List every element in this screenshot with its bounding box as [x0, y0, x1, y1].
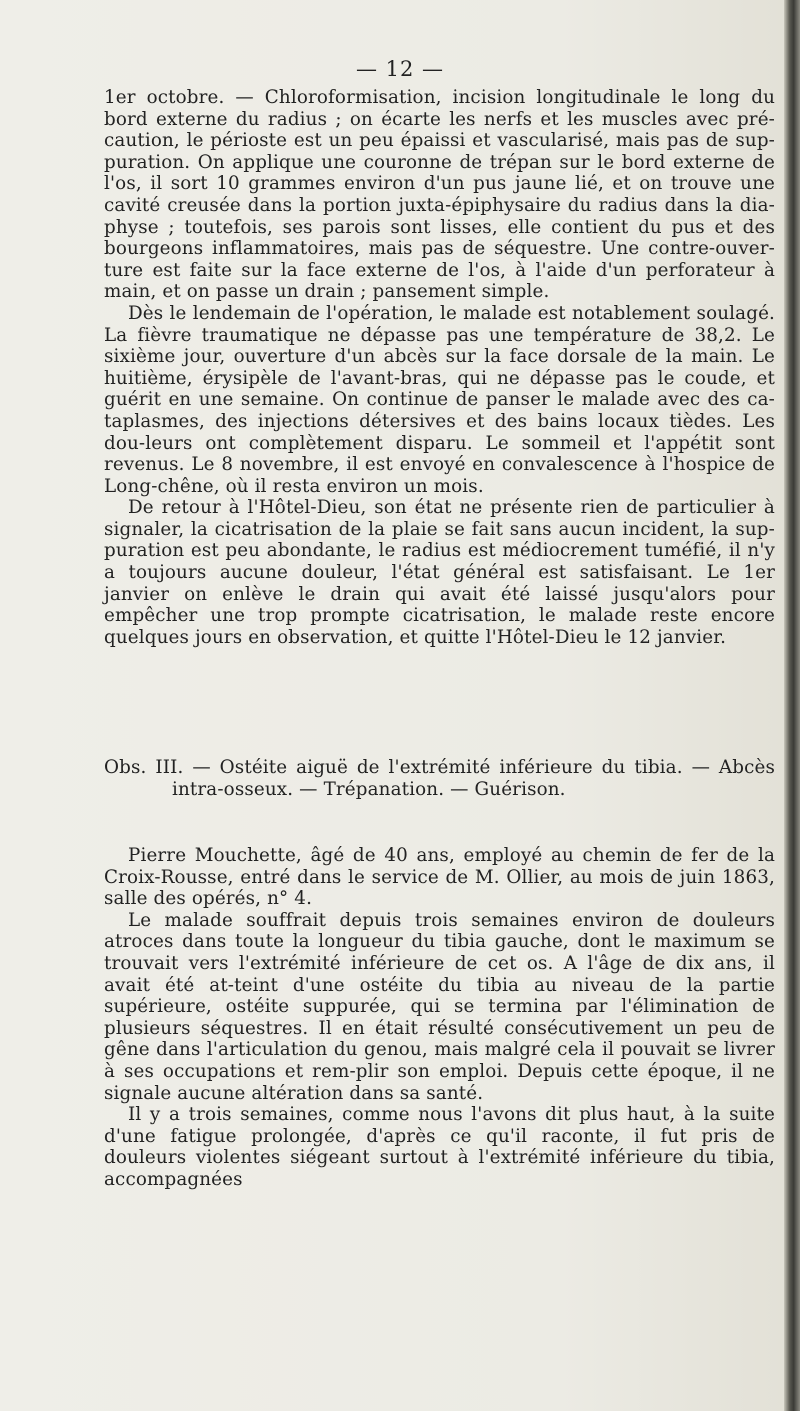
observation-block [104, 757, 775, 800]
paragraph: 1er octobre. — Chloroformisation, incision longitudinale le long du bord externe du radius ; on écarte les nerfs et les muscles avec pré-caution, le périoste est un peu épaissi et vascularisé, mais pas de sup-puration. On applique une couronne de trépan sur le bord externe de l'os, il sort 10 grammes environ d'un pus jaune lié, et on trouve une cavité creusée dans la portion juxta-épiphysaire du radius dans la dia-physe ; toutefois, ses parois sont lisses, elle contient du pus et des bourgeons inflammatoires, mais pas de séquestre. Une contre-ouver-ture est faite sur la face externe de l'os, à l'aide d'un perforateur à main, et on passe un drain ; pansement simple. [104, 87, 775, 303]
page-number: — 12 — [355, 57, 445, 81]
paragraph: Dès le lendemain de l'opération, le malade est notablement soulagé. La fièvre traumatique ne dépasse pas une température de 38,2. Le sixième jour, ouverture d'un abcès sur la face dorsale de la main. Le huitième, érysipèle de l'avant-bras, qui ne dépasse pas le coude, et guérit en une semaine. On continue de panser le malade avec des ca-taplasmes, des injections détersives et des bains locaux tièdes. Les dou-leurs ont complètement disparu. Le sommeil et l'appétit sont revenus. Le 8 novembre, il est envoyé en convalescence à l'hospice de Long-chêne, où il resta environ un mois. [104, 302, 775, 497]
paragraph: De retour à l'Hôtel-Dieu, son état ne présente rien de particulier à signaler, la cicatrisation de la plaie se fait sans aucun incident, la sup-puration est peu abondante, le radius est médiocrement tuméfié, il n'y a toujours aucune douleur, l'état général est satisfaisant. Le 1er janvier on enlève le drain qui avait été laissé jusqu'alors pour empêcher une trop prompte cicatrisation, le malade reste encore quelques jours en observation, et quitte l'Hôtel-Dieu le 12 janvier. [104, 497, 775, 648]
paragraph: Il y a trois semaines, comme nous l'avons dit plus haut, à la suite d'une fatigue prolongée, d'après ce qu'il raconte, il fut pris de douleurs violentes siégeant surtout à l'extrémité inférieure du tibia, accompagnées [104, 1104, 775, 1190]
paragraph: Pierre Mouchette, âgé de 40 ans, employé au chemin de fer de la Croix-Rousse, entré dans le service de M. Ollier, au mois de juin 1863, salle des opérés, n° 4. [104, 845, 775, 910]
body-text-bottom [104, 845, 775, 1191]
binding-edge [784, 0, 800, 1411]
paragraph: Le malade souffrait depuis trois semaines environ de douleurs atroces dans toute la longueur du tibia gauche, dont le maximum se trouvait vers l'extrémité inférieure de cet os. A l'âge de dix ans, il avait été at-teint d'une ostéite du tibia au niveau de la partie supérieure, ostéite suppurée, qui se termina par l'élimination de plusieurs séquestres. Il en était résulté consécutivement un peu de gêne dans l'articulation du genou, mais malgré cela il pouvait se livrer à ses occupations et rem-plir son emploi. Depuis cette époque, il ne signale aucune altération dans sa santé. [104, 909, 775, 1104]
body-text-top [104, 87, 775, 648]
observation-heading: Obs. III. — Ostéite aiguë de l'extrémité inférieure du tibia. — Abcès intra-osseux. — Trépanation. — Guérison. [104, 757, 775, 800]
